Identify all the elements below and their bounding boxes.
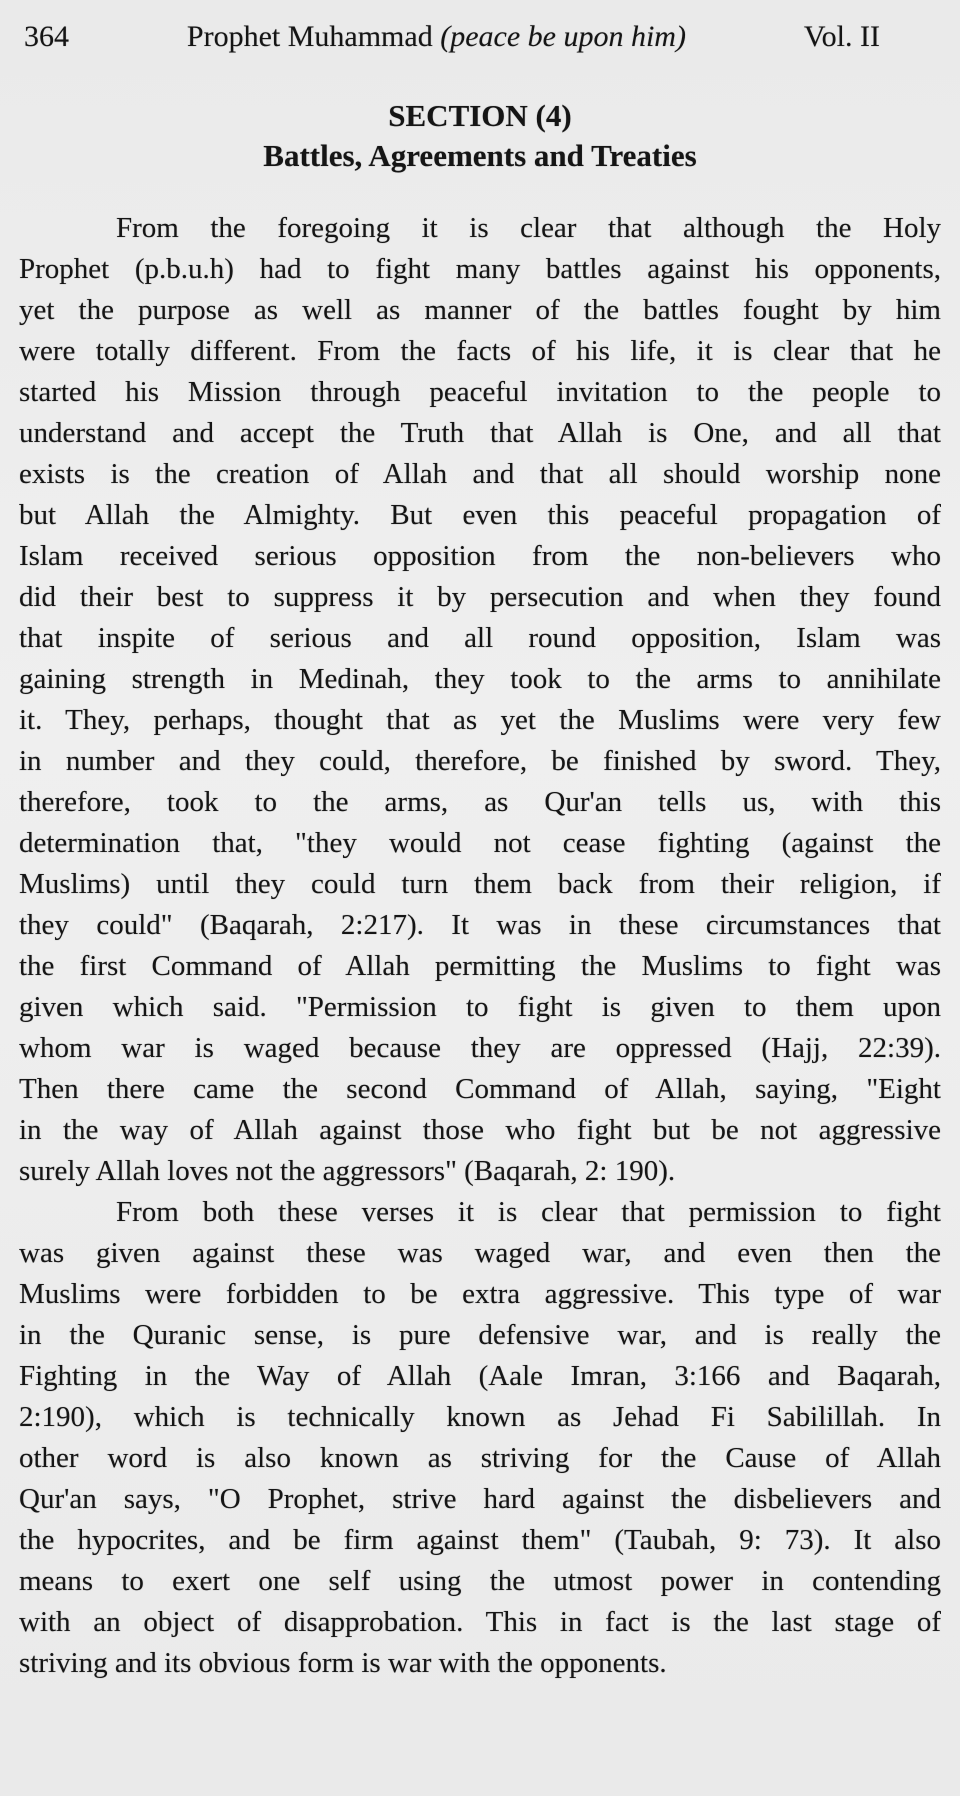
text-line: in number and they could, therefore, be finished by sword. They,: [19, 745, 941, 777]
text-line: whom war is waged because they are oppressed (Hajj, 22:39).: [19, 1032, 941, 1064]
text-line: gaining strength in Medinah, they took to the arms to annihilate: [19, 663, 941, 695]
text-line: From both these verses it is clear that permission to fight: [116, 1196, 941, 1228]
text-line: with an object of disapprobation. This in fact is the last stage of: [19, 1606, 941, 1638]
page-header: [0, 0, 960, 54]
running-title: [187, 20, 686, 54]
running-title-italic: (peace be upon him): [440, 20, 686, 53]
text-line: the first Command of Allah permitting the Muslims to fight was: [19, 950, 941, 982]
text-line: started his Mission through peaceful invitation to the people to: [19, 376, 941, 408]
text-line: Fighting in the Way of Allah (Aale Imran, 3:166 and Baqarah,: [19, 1360, 941, 1392]
text-line: striving and its obvious form is war with the opponents.: [19, 1647, 667, 1679]
text-line: 2:190), which is technically known as Jehad Fi Sabilillah. In: [19, 1401, 941, 1433]
text-line: were totally different. From the facts of his life, it is clear that he: [19, 335, 941, 367]
text-line: exists is the creation of Allah and that all should worship none: [19, 458, 941, 490]
text-line: they could" (Baqarah, 2:217). It was in these circumstances that: [19, 909, 941, 941]
section-heading: SECTION (4): [388, 98, 572, 133]
volume-label: Vol. II: [803, 20, 880, 53]
body-text: [0, 208, 960, 1684]
text-line: it. They, perhaps, thought that as yet the Muslims were very few: [19, 704, 941, 736]
text-line: From the foregoing it is clear that although the Holy: [116, 212, 941, 244]
text-line: determination that, "they would not cease fighting (against the: [19, 827, 941, 859]
text-line: in the way of Allah against those who fight but be not aggressive: [19, 1114, 941, 1146]
text-line: Qur'an says, "O Prophet, strive hard against the disbelievers and: [19, 1483, 941, 1515]
text-line: the hypocrites, and be firm against them" (Taubah, 9: 73). It also: [19, 1524, 941, 1556]
text-line: therefore, took to the arms, as Qur'an tells us, with this: [19, 786, 941, 818]
text-line: that inspite of serious and all round opposition, Islam was: [19, 622, 941, 654]
text-line: did their best to suppress it by persecution and when they found: [19, 581, 941, 613]
page-number: 364: [24, 20, 69, 53]
text-line: was given against these was waged war, and even then the: [19, 1237, 941, 1269]
text-line: but Allah the Almighty. But even this peaceful propagation of: [19, 499, 941, 531]
text-line: Islam received serious opposition from the non-believers who: [19, 540, 941, 572]
text-line: means to exert one self using the utmost power in contending: [19, 1565, 941, 1597]
text-line: surely Allah loves not the aggressors" (Baqarah, 2: 190).: [19, 1155, 676, 1187]
text-line: Prophet (p.b.u.h) had to fight many battles against his opponents,: [19, 253, 941, 285]
text-line: given which said. "Permission to fight is given to them upon: [19, 991, 941, 1023]
text-line: Muslims were forbidden to be extra aggressive. This type of war: [19, 1278, 941, 1310]
text-line: Muslims) until they could turn them back from their religion, if: [19, 868, 941, 900]
text-line: other word is also known as striving for the Cause of Allah: [19, 1442, 941, 1474]
running-title-regular: Prophet Muhammad: [186, 20, 441, 53]
section-subheading: Battles, Agreements and Treaties: [263, 138, 697, 173]
text-line: in the Quranic sense, is pure defensive war, and is really the: [19, 1319, 941, 1351]
text-line: understand and accept the Truth that Allah is One, and all that: [19, 417, 941, 449]
text-line: yet the purpose as well as manner of the battles fought by him: [19, 294, 941, 326]
text-line: Then there came the second Command of Allah, saying, "Eight: [19, 1073, 941, 1105]
